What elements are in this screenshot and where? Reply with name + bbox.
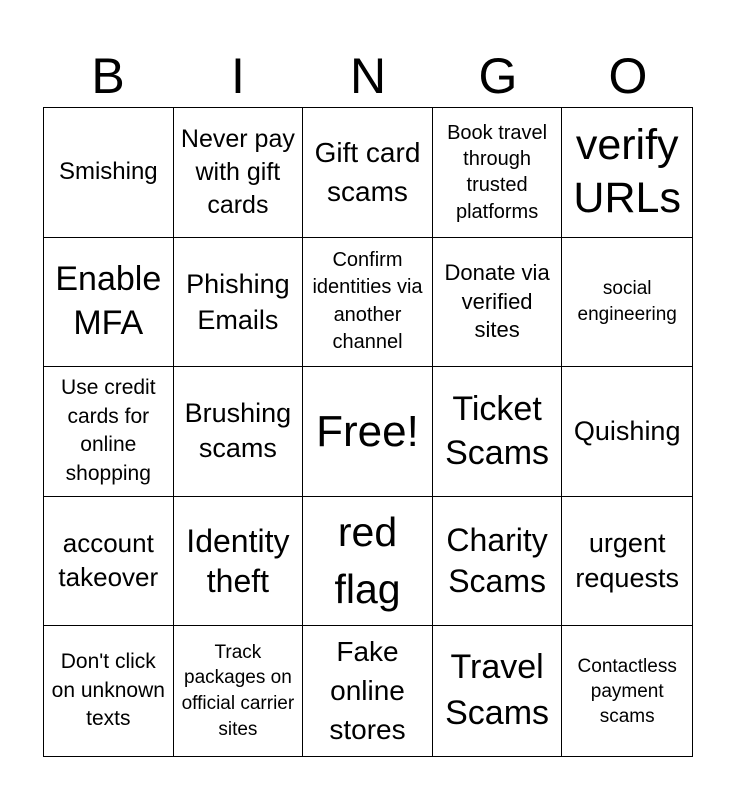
bingo-cell-use-credit-cards[interactable] <box>44 367 174 497</box>
bingo-cell-smishing[interactable] <box>44 108 174 238</box>
bingo-board <box>43 107 693 757</box>
bingo-cell-track-packages[interactable] <box>174 626 304 756</box>
bingo-cell-identity-theft[interactable] <box>174 497 304 627</box>
header-letter-g: G <box>478 48 518 104</box>
bingo-cell-donate-via-verified-sites[interactable] <box>433 238 563 368</box>
cell-label: Book travel through trusted platforms <box>447 121 548 223</box>
bingo-cell-fake-online-stores[interactable] <box>303 626 433 756</box>
bingo-cell-dont-click-unknown-texts[interactable] <box>44 626 174 756</box>
cell-label: Smishing <box>58 158 158 186</box>
cell-label: Contactless payment scams <box>577 655 677 727</box>
cell-label: red flag <box>334 508 401 613</box>
cell-label: Confirm identities via another channel <box>312 248 423 354</box>
cell-label: Ticket Scams <box>445 390 550 473</box>
bingo-cell-social-engineering[interactable] <box>562 238 692 368</box>
cell-label: urgent requests <box>575 528 679 594</box>
header-letter-o: O <box>608 48 648 104</box>
bingo-cell-travel-scams[interactable] <box>433 626 563 756</box>
cell-label: Fake online stores <box>329 636 406 745</box>
header-letter-n: N <box>349 48 387 104</box>
header-letter-i: I <box>231 48 245 104</box>
cell-label: account takeover <box>58 528 159 593</box>
bingo-cell-never-pay-with-gift-cards[interactable] <box>174 108 304 238</box>
bingo-cell-free-space[interactable] <box>303 367 433 497</box>
cell-label: Track packages on official carrier sites <box>181 641 295 741</box>
bingo-header <box>43 48 693 104</box>
cell-label: Free! <box>316 406 419 456</box>
cell-label: Never pay with gift cards <box>180 124 295 219</box>
bingo-cell-confirm-identities[interactable] <box>303 238 433 368</box>
cell-label: Charity Scams <box>446 521 548 600</box>
cell-label: Don't click on unknown texts <box>51 650 165 731</box>
bingo-cell-phishing-emails[interactable] <box>174 238 304 368</box>
bingo-cell-enable-mfa[interactable] <box>44 238 174 368</box>
cell-label: Gift card scams <box>314 136 421 208</box>
cell-label: Travel Scams <box>445 648 550 733</box>
bingo-cell-ticket-scams[interactable] <box>433 367 563 497</box>
cell-label: Use credit cards for online shopping <box>61 375 156 486</box>
cell-label: social engineering <box>577 278 677 325</box>
bingo-cell-brushing-scams[interactable] <box>174 367 304 497</box>
cell-label: Quishing <box>573 416 681 447</box>
bingo-cell-verify-urls[interactable] <box>562 108 692 238</box>
bingo-cell-urgent-requests[interactable] <box>562 497 692 627</box>
cell-label: Identity theft <box>186 523 290 600</box>
cell-label: Enable MFA <box>55 260 162 342</box>
bingo-cell-book-travel[interactable] <box>433 108 563 238</box>
cell-label: Phishing Emails <box>186 268 290 335</box>
header-letter-b: B <box>91 48 125 104</box>
bingo-cell-quishing[interactable] <box>562 367 692 497</box>
bingo-cell-contactless-payment-scams[interactable] <box>562 626 692 756</box>
bingo-cell-charity-scams[interactable] <box>433 497 563 627</box>
cell-label: Donate via verified sites <box>444 260 550 343</box>
bingo-cell-gift-card-scams[interactable] <box>303 108 433 238</box>
bingo-cell-red-flag[interactable] <box>303 497 433 627</box>
cell-label: Brushing scams <box>184 398 292 464</box>
cell-label: verify URLs <box>573 120 681 223</box>
bingo-cell-account-takeover[interactable] <box>44 497 174 627</box>
